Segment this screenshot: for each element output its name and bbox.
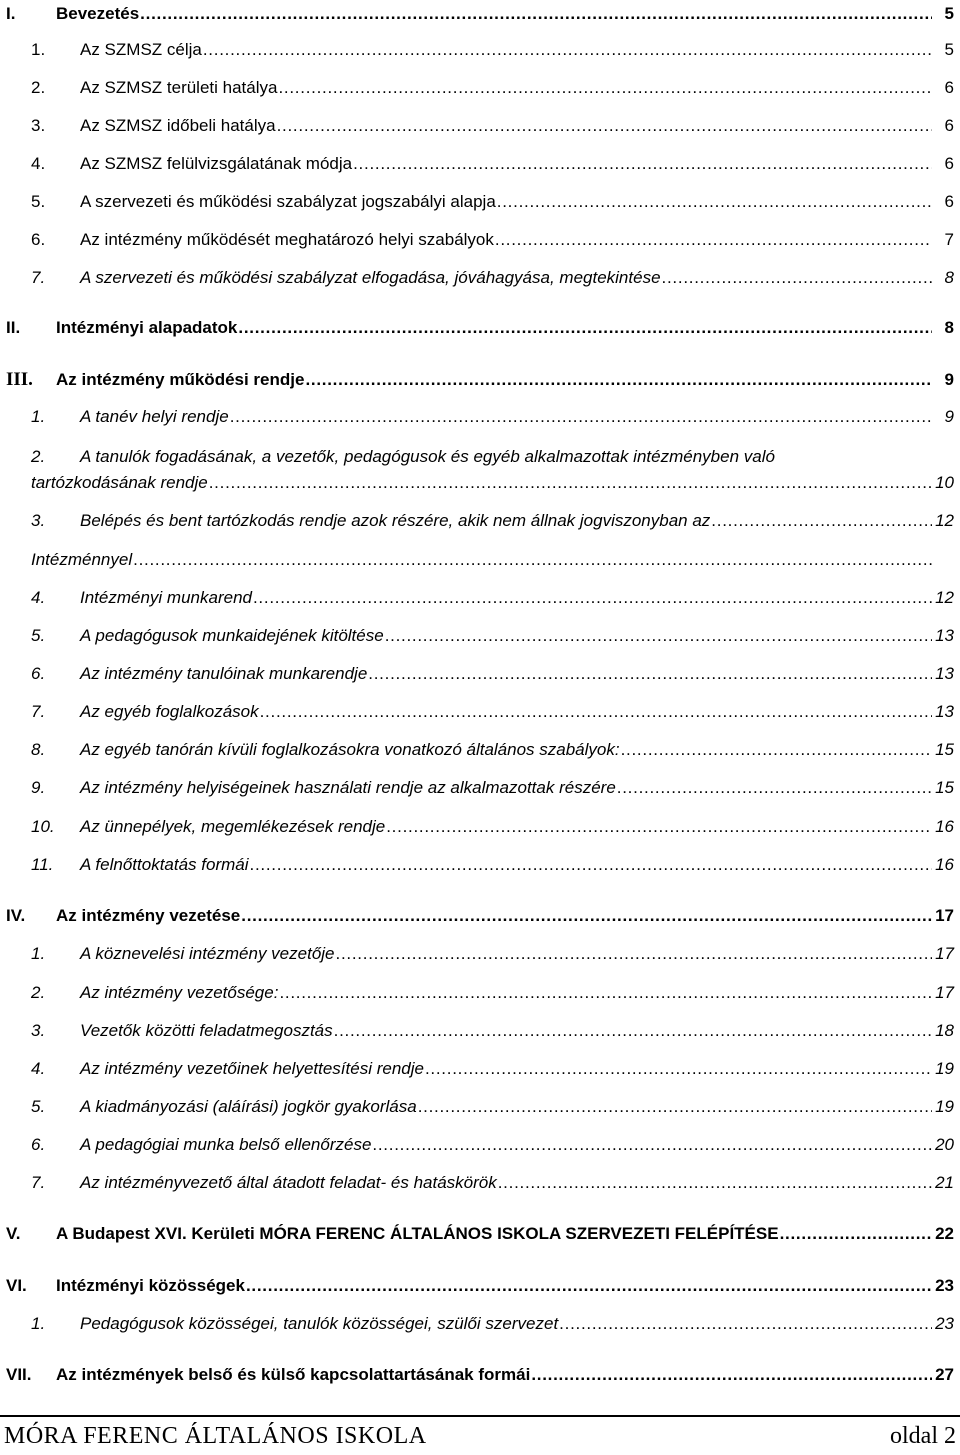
toc-number: 6. — [31, 664, 46, 683]
page-footer — [0, 1415, 960, 1455]
toc-page-number: 17 — [935, 906, 954, 925]
toc-number: III. — [6, 369, 33, 390]
toc-title: A Budapest XVI. Kerületi MÓRA FERENC ÁLTALÁNOS ISKOLA SZERVEZETI FELÉPÍTÉSE — [56, 1224, 779, 1243]
toc-number: 6. — [31, 230, 46, 249]
toc-title: Az intézmény vezetése — [56, 906, 241, 925]
toc-entry[interactable] — [0, 188, 954, 212]
toc-entry[interactable] — [0, 226, 954, 250]
toc-title: A köznevelési intézmény vezetője — [80, 944, 335, 963]
toc-page-number: 8 — [944, 318, 954, 337]
dot-leader — [334, 1021, 932, 1041]
toc-title: Intézményi közösségek — [56, 1276, 245, 1295]
dot-leader — [495, 230, 932, 250]
dot-leader — [372, 1135, 932, 1155]
toc-page-number: 8 — [944, 268, 954, 287]
toc-entry[interactable] — [0, 1272, 954, 1296]
toc-entry[interactable] — [0, 660, 954, 684]
toc-number: 2. — [31, 78, 46, 97]
toc-page-number: 12 — [935, 511, 954, 530]
dot-leader — [253, 588, 932, 608]
toc-entry[interactable] — [0, 851, 954, 875]
toc-number: 1. — [31, 1314, 46, 1333]
toc-entry[interactable] — [0, 74, 954, 98]
toc-entry[interactable] — [0, 1310, 954, 1334]
toc-title-continued: tartózkodásának rendje — [31, 473, 208, 492]
toc-page-number: 17 — [935, 944, 954, 963]
toc-page-number: 16 — [935, 817, 954, 836]
toc-title: Az intézmény vezetőinek helyettesítési rendje — [80, 1059, 424, 1078]
toc-title: Bevezetés — [56, 4, 140, 23]
toc-page-number: 12 — [935, 588, 954, 607]
toc-entry[interactable] — [0, 0, 954, 24]
dot-leader — [203, 40, 932, 60]
toc-page-number: 13 — [935, 664, 954, 683]
toc-title: Az egyéb tanórán kívüli foglalkozásokra vonatkozó általános szabályok: — [80, 740, 620, 759]
toc-number: I. — [6, 4, 16, 23]
toc-number: 9. — [31, 778, 46, 797]
toc-number: 4. — [31, 1059, 46, 1078]
toc-number: 7. — [31, 702, 46, 721]
toc-entry[interactable] — [0, 940, 954, 964]
toc-entry[interactable] — [0, 507, 954, 531]
toc-title: Az intézmény helyiségeinek használati rendje az alkalmazottak részére — [80, 778, 616, 797]
toc-entry[interactable] — [0, 584, 954, 608]
toc-number: 11. — [31, 855, 54, 874]
toc-page-number: 9 — [944, 407, 954, 426]
dot-leader — [336, 944, 932, 964]
dot-leader — [497, 192, 932, 212]
toc-number: 4. — [31, 154, 46, 173]
toc-title: Intézményi alapadatok — [56, 318, 238, 337]
toc-page-number: 21 — [935, 1173, 954, 1192]
toc-page-number: 16 — [935, 855, 954, 874]
toc-page-number: 27 — [935, 1365, 954, 1384]
toc-entry[interactable] — [0, 1093, 954, 1117]
toc-entry[interactable] — [0, 1055, 954, 1079]
dot-leader — [353, 154, 932, 174]
footer-school-name: MÓRA FERENC ÁLTALÁNOS ISKOLA — [4, 1423, 427, 1449]
toc-entry[interactable] — [0, 1131, 954, 1155]
toc-title: Az SZMSZ területi hatálya — [80, 78, 278, 97]
toc-entry[interactable] — [0, 736, 954, 760]
dot-leader — [140, 4, 932, 24]
toc-entry[interactable] — [0, 1220, 954, 1244]
dot-leader — [711, 511, 932, 531]
toc-page-number: 10 — [935, 473, 954, 492]
toc-page-number: 9 — [944, 370, 954, 389]
dot-leader — [246, 1276, 932, 1296]
toc-title: Vezetők közötti feladatmegosztás — [80, 1021, 333, 1040]
toc-entry[interactable] — [0, 622, 954, 646]
toc-number: 5. — [31, 1097, 46, 1116]
toc-title: Az intézmények belső és külső kapcsolattartásának formái — [56, 1365, 531, 1384]
toc-number: 10. — [31, 817, 55, 836]
toc-number: V. — [6, 1224, 21, 1243]
toc-number: 4. — [31, 588, 46, 607]
toc-entry[interactable] — [0, 112, 954, 136]
toc-number: 2. — [31, 447, 46, 466]
dot-leader — [241, 906, 932, 926]
toc-title: A szervezeti és működési szabályzat jogszabályi alapja — [80, 192, 496, 211]
toc-page-number: 17 — [935, 983, 954, 1002]
toc-title: A kiadmányozási (aláírási) jogkör gyakorlása — [80, 1097, 417, 1116]
toc-number: 8. — [31, 740, 46, 759]
toc-title: Az intézmény működési rendje — [56, 370, 305, 389]
toc-title: Az intézményvezető által átadott feladat- és hatáskörök — [80, 1173, 497, 1192]
toc-page-number: 5 — [944, 40, 954, 59]
toc-title: Az SZMSZ időbeli hatálya — [80, 116, 276, 135]
toc-page-number: 18 — [935, 1021, 954, 1040]
toc-number: VII. — [6, 1365, 32, 1384]
toc-number: 3. — [31, 116, 46, 135]
toc-page-number: 15 — [935, 740, 954, 759]
toc-page-number: 6 — [944, 116, 954, 135]
toc-page-number: 6 — [944, 78, 954, 97]
dot-leader — [780, 1224, 932, 1244]
toc-title: Belépés és bent tartózkodás rendje azok részére, akik nem állnak jogviszonyban az — [80, 511, 711, 530]
dot-leader — [279, 983, 932, 1003]
toc-number: 1. — [31, 407, 46, 426]
toc-title: Az intézmény működését meghatározó helyi szabályok — [80, 230, 494, 249]
toc-page-number: 22 — [935, 1224, 954, 1243]
toc-entry[interactable] — [0, 150, 954, 174]
dot-leader — [278, 78, 932, 98]
toc-page-number: 23 — [935, 1314, 954, 1333]
dot-leader — [385, 626, 932, 646]
toc-title: Az intézmény tanulóinak munkarendje — [80, 664, 368, 683]
toc-number: 1. — [31, 944, 46, 963]
toc-number: 1. — [31, 40, 46, 59]
toc-entry[interactable] — [0, 546, 954, 570]
dot-leader — [230, 407, 932, 427]
toc-entry[interactable] — [0, 1017, 954, 1041]
dot-leader — [277, 116, 932, 136]
toc-entry[interactable] — [0, 774, 954, 798]
toc-page-number: 13 — [935, 626, 954, 645]
toc-page-number: 15 — [935, 778, 954, 797]
toc-page-number: 7 — [944, 230, 954, 249]
toc-number: IV. — [6, 906, 26, 925]
toc-page-number: 19 — [935, 1097, 954, 1116]
toc-page-number: 6 — [944, 192, 954, 211]
footer-page-number: oldal 2 — [890, 1423, 956, 1449]
toc-title: A pedagógusok munkaidejének kitöltése — [80, 626, 384, 645]
toc-entry[interactable] — [0, 1361, 954, 1385]
dot-leader — [133, 550, 932, 570]
toc-title: Az SZMSZ célja — [80, 40, 202, 59]
toc-title: Az ünnepélyek, megemlékezések rendje — [80, 817, 386, 836]
dot-leader — [238, 318, 932, 338]
toc-title: A pedagógiai munka belső ellenőrzése — [80, 1135, 372, 1154]
toc-title: Az intézmény vezetősége: — [80, 983, 279, 1002]
toc-entry[interactable] — [0, 813, 954, 837]
toc-title: Intézménnyel — [31, 550, 133, 569]
toc-entry[interactable] — [0, 264, 954, 288]
dot-leader — [260, 702, 932, 722]
toc-title: A tanulók fogadásának, a vezetők, pedagógusok és egyéb alkalmazottak intézményben való — [80, 447, 775, 466]
dot-leader — [498, 1173, 932, 1193]
toc-title: Az egyéb foglalkozások — [80, 702, 259, 721]
toc-title: Pedagógusok közösségei, tanulók közösségei, szülői szervezet — [80, 1314, 559, 1333]
toc-number: 2. — [31, 983, 46, 1002]
dot-leader — [368, 664, 932, 684]
toc-entry[interactable] — [0, 902, 954, 926]
toc-entry[interactable] — [0, 403, 954, 427]
toc-entry[interactable] — [0, 979, 954, 1003]
dot-leader — [621, 740, 932, 760]
dot-leader — [386, 817, 932, 837]
toc-page-number: 23 — [935, 1276, 954, 1295]
toc-title: A szervezeti és működési szabályzat elfogadása, jóváhagyása, megtekintése — [80, 268, 661, 287]
dot-leader — [305, 370, 932, 390]
dot-leader — [531, 1365, 932, 1385]
toc-number: 6. — [31, 1135, 46, 1154]
toc-number: 5. — [31, 626, 46, 645]
toc-page-number: 20 — [935, 1135, 954, 1154]
toc-entry[interactable] — [0, 443, 954, 495]
toc-entry[interactable] — [0, 36, 954, 60]
toc-number: 7. — [31, 268, 46, 287]
dot-leader — [662, 268, 932, 288]
toc-page-number: 5 — [944, 4, 954, 23]
toc-page-number: 6 — [944, 154, 954, 173]
toc-number: 3. — [31, 511, 46, 530]
toc-entry[interactable] — [0, 1169, 954, 1193]
dot-leader — [425, 1059, 932, 1079]
dot-leader — [250, 855, 932, 875]
dot-leader — [559, 1314, 932, 1334]
toc-page-number: 13 — [935, 702, 954, 721]
dot-leader — [209, 473, 932, 493]
toc-number: 7. — [31, 1173, 46, 1192]
toc-entry[interactable] — [0, 698, 954, 722]
toc-title: Intézményi munkarend — [80, 588, 252, 607]
toc-title: Az SZMSZ felülvizsgálatának módja — [80, 154, 353, 173]
toc-title: A felnőttoktatás formái — [80, 855, 249, 874]
toc-number: 3. — [31, 1021, 46, 1040]
dot-leader — [617, 778, 932, 798]
toc-number: VI. — [6, 1276, 27, 1295]
toc-title: A tanév helyi rendje — [80, 407, 229, 426]
dot-leader — [418, 1097, 932, 1117]
toc-entry[interactable] — [0, 366, 954, 390]
toc-page-number: 19 — [935, 1059, 954, 1078]
toc-number: II. — [6, 318, 21, 337]
toc-entry[interactable] — [0, 314, 954, 338]
toc-number: 5. — [31, 192, 46, 211]
